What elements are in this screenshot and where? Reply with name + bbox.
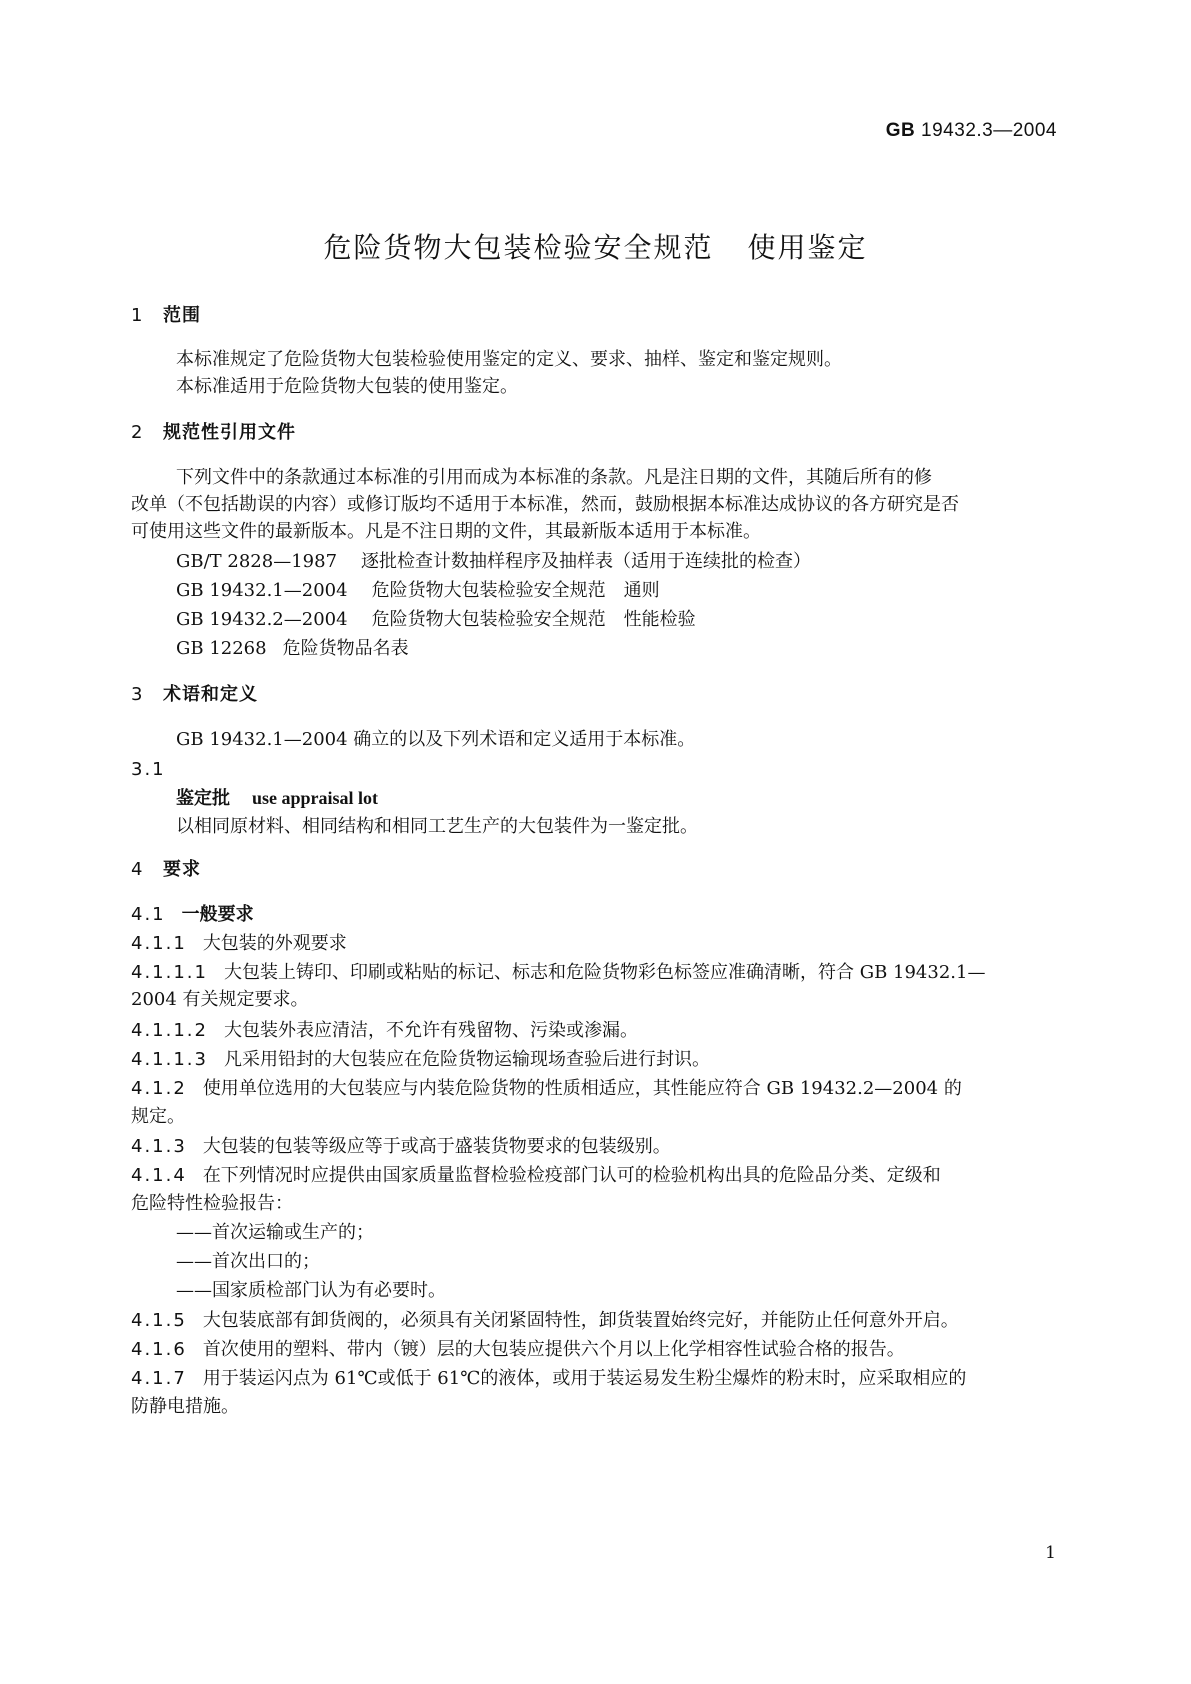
- normative-paragraph-line-1: 下列文件中的条款通过本标准的引用而成为本标准的条款。凡是注日期的文件，其随后所有的修: [176, 467, 932, 488]
- scope-paragraph-2: 本标准适用于危险货物大包装的使用鉴定。: [176, 376, 518, 397]
- reference-item: [176, 550, 811, 574]
- terms-intro: GB 19432.1—2004 确立的以及下列术语和定义适用于本标准。: [176, 729, 696, 750]
- reference-title: 危险货物品名表: [282, 638, 409, 659]
- clause-4-1-7: [131, 1367, 966, 1391]
- section-heading-3: [131, 683, 258, 707]
- scope-paragraph-1: 本标准规定了危险货物大包装检验使用鉴定的定义、要求、抽样、鉴定和鉴定规则。: [176, 349, 842, 370]
- reference-title: 逐批检查计数抽样程序及抽样表（适用于连续批的检查）: [361, 551, 812, 572]
- normative-paragraph-line-3: 可使用这些文件的最新版本。凡是不注日期的文件，其最新版本适用于本标准。: [131, 521, 761, 542]
- clause-text: 在下列情况时应提供由国家质量监督检验检疫部门认可的检验机构出具的危险品分类、定级和: [202, 1165, 941, 1186]
- clause-number: 4.1.4: [131, 1165, 187, 1186]
- clause-4-1-5: [131, 1309, 959, 1333]
- normative-paragraph-line-2: 改单（不包括勘误的内容）或修订版均不适用于本标准，然而，鼓励根据本标准达成协议的各方研究是否: [131, 494, 959, 515]
- reference-code: GB 19432.2—2004: [176, 609, 348, 630]
- section-number: 3: [131, 684, 143, 705]
- clause-continuation: 2004 有关规定要求。: [131, 989, 309, 1010]
- clause-number: 4.1.1.3: [131, 1049, 208, 1070]
- section-number: 4: [131, 859, 143, 880]
- clause-4-1-4: [131, 1164, 941, 1188]
- clause-4-1-3: [131, 1135, 671, 1159]
- section-title: 规范性引用文件: [163, 422, 296, 443]
- clause-continuation: 规定。: [131, 1106, 185, 1127]
- clause-text: 大包装外表应清洁，不允许有残留物、污染或渗漏。: [223, 1020, 638, 1041]
- clause-number: 4.1.6: [131, 1339, 187, 1360]
- standard-code: [886, 120, 1057, 142]
- term-english: use appraisal lot: [252, 788, 379, 808]
- document-title: [0, 226, 1191, 266]
- reference-item: [176, 608, 696, 632]
- clause-heading: 一般要求: [181, 904, 254, 925]
- term-entry: [176, 786, 378, 811]
- clause-number: 4.1.1.2: [131, 1020, 208, 1041]
- title-sub: 使用鉴定: [747, 231, 868, 264]
- clause-text: 大包装的包装等级应等于或高于盛装货物要求的包装级别。: [202, 1136, 671, 1157]
- clause-text: 首次使用的塑料、带内（镀）层的大包装应提供六个月以上化学相容性试验合格的报告。: [202, 1339, 905, 1360]
- standard-number: 19432.3—2004: [921, 120, 1057, 141]
- clause-text: 大包装的外观要求: [202, 933, 347, 954]
- section-heading-4: [131, 858, 201, 882]
- clause-4-1-1-1: [131, 961, 985, 985]
- clause-number: 4.1.3: [131, 1136, 187, 1157]
- section-title: 范围: [163, 305, 201, 326]
- page-number: 1: [1045, 1543, 1056, 1563]
- clause-4-1: [131, 903, 254, 927]
- clause-4-1-1-2: [131, 1019, 638, 1043]
- section-heading-2: [131, 421, 296, 445]
- clause-text: 大包装上铸印、印刷或粘贴的标记、标志和危险货物彩色标签应准确清晰，符合 GB 19432.1—: [223, 962, 986, 983]
- clause-number: 4.1.7: [131, 1368, 187, 1389]
- clause-4-1-6: [131, 1338, 905, 1362]
- reference-code: GB 12268: [176, 638, 267, 659]
- clause-continuation: 危险特性检验报告：: [131, 1193, 293, 1214]
- section-title: 术语和定义: [163, 684, 258, 705]
- clause-4-1-2: [131, 1077, 962, 1101]
- term-number: 3.1: [131, 759, 166, 780]
- clause-number: 4.1.5: [131, 1310, 187, 1331]
- clause-4-1-1: [131, 932, 347, 956]
- reference-code: GB 19432.1—2004: [176, 580, 348, 601]
- title-main: 危险货物大包装检验安全规范: [323, 231, 714, 264]
- reference-item: [176, 637, 409, 661]
- reference-item: [176, 579, 660, 603]
- standard-prefix: GB: [885, 120, 916, 141]
- reference-title: 危险货物大包装检验安全规范 性能检验: [371, 609, 696, 630]
- reference-code: GB/T 2828—1987: [176, 551, 338, 572]
- section-number: 2: [131, 422, 143, 443]
- clause-text: 凡采用铅封的大包装应在危险货物运输现场查验后进行封识。: [223, 1049, 710, 1070]
- reference-title: 危险货物大包装检验安全规范 通则: [371, 580, 660, 601]
- list-item: ——首次出口的；: [176, 1251, 320, 1272]
- clause-number: 4.1: [131, 904, 166, 925]
- clause-text: 用于装运闪点为 61℃或低于 61℃的液体，或用于装运易发生粉尘爆炸的粉末时，应采取相应的: [202, 1368, 967, 1389]
- list-item: ——首次运输或生产的；: [176, 1222, 374, 1243]
- clause-number: 4.1.2: [131, 1078, 187, 1099]
- clause-4-1-1-3: [131, 1048, 710, 1072]
- term-definition: 以相同原材料、相同结构和相同工艺生产的大包装件为一鉴定批。: [176, 816, 698, 837]
- clause-number: 4.1.1: [131, 933, 187, 954]
- term-chinese: 鉴定批: [176, 788, 230, 809]
- section-heading-1: [131, 304, 201, 328]
- clause-text: 大包装底部有卸货阀的，必须具有关闭紧固特性，卸货装置始终完好，并能防止任何意外开启。: [202, 1310, 959, 1331]
- section-title: 要求: [163, 859, 201, 880]
- clause-text: 使用单位选用的大包装应与内装危险货物的性质相适应，其性能应符合 GB 19432.2—2004 的: [202, 1078, 962, 1099]
- section-number: 1: [131, 305, 143, 326]
- clause-continuation: 防静电措施。: [131, 1396, 239, 1417]
- clause-number: 4.1.1.1: [131, 962, 208, 983]
- list-item: ——国家质检部门认为有必要时。: [176, 1280, 446, 1301]
